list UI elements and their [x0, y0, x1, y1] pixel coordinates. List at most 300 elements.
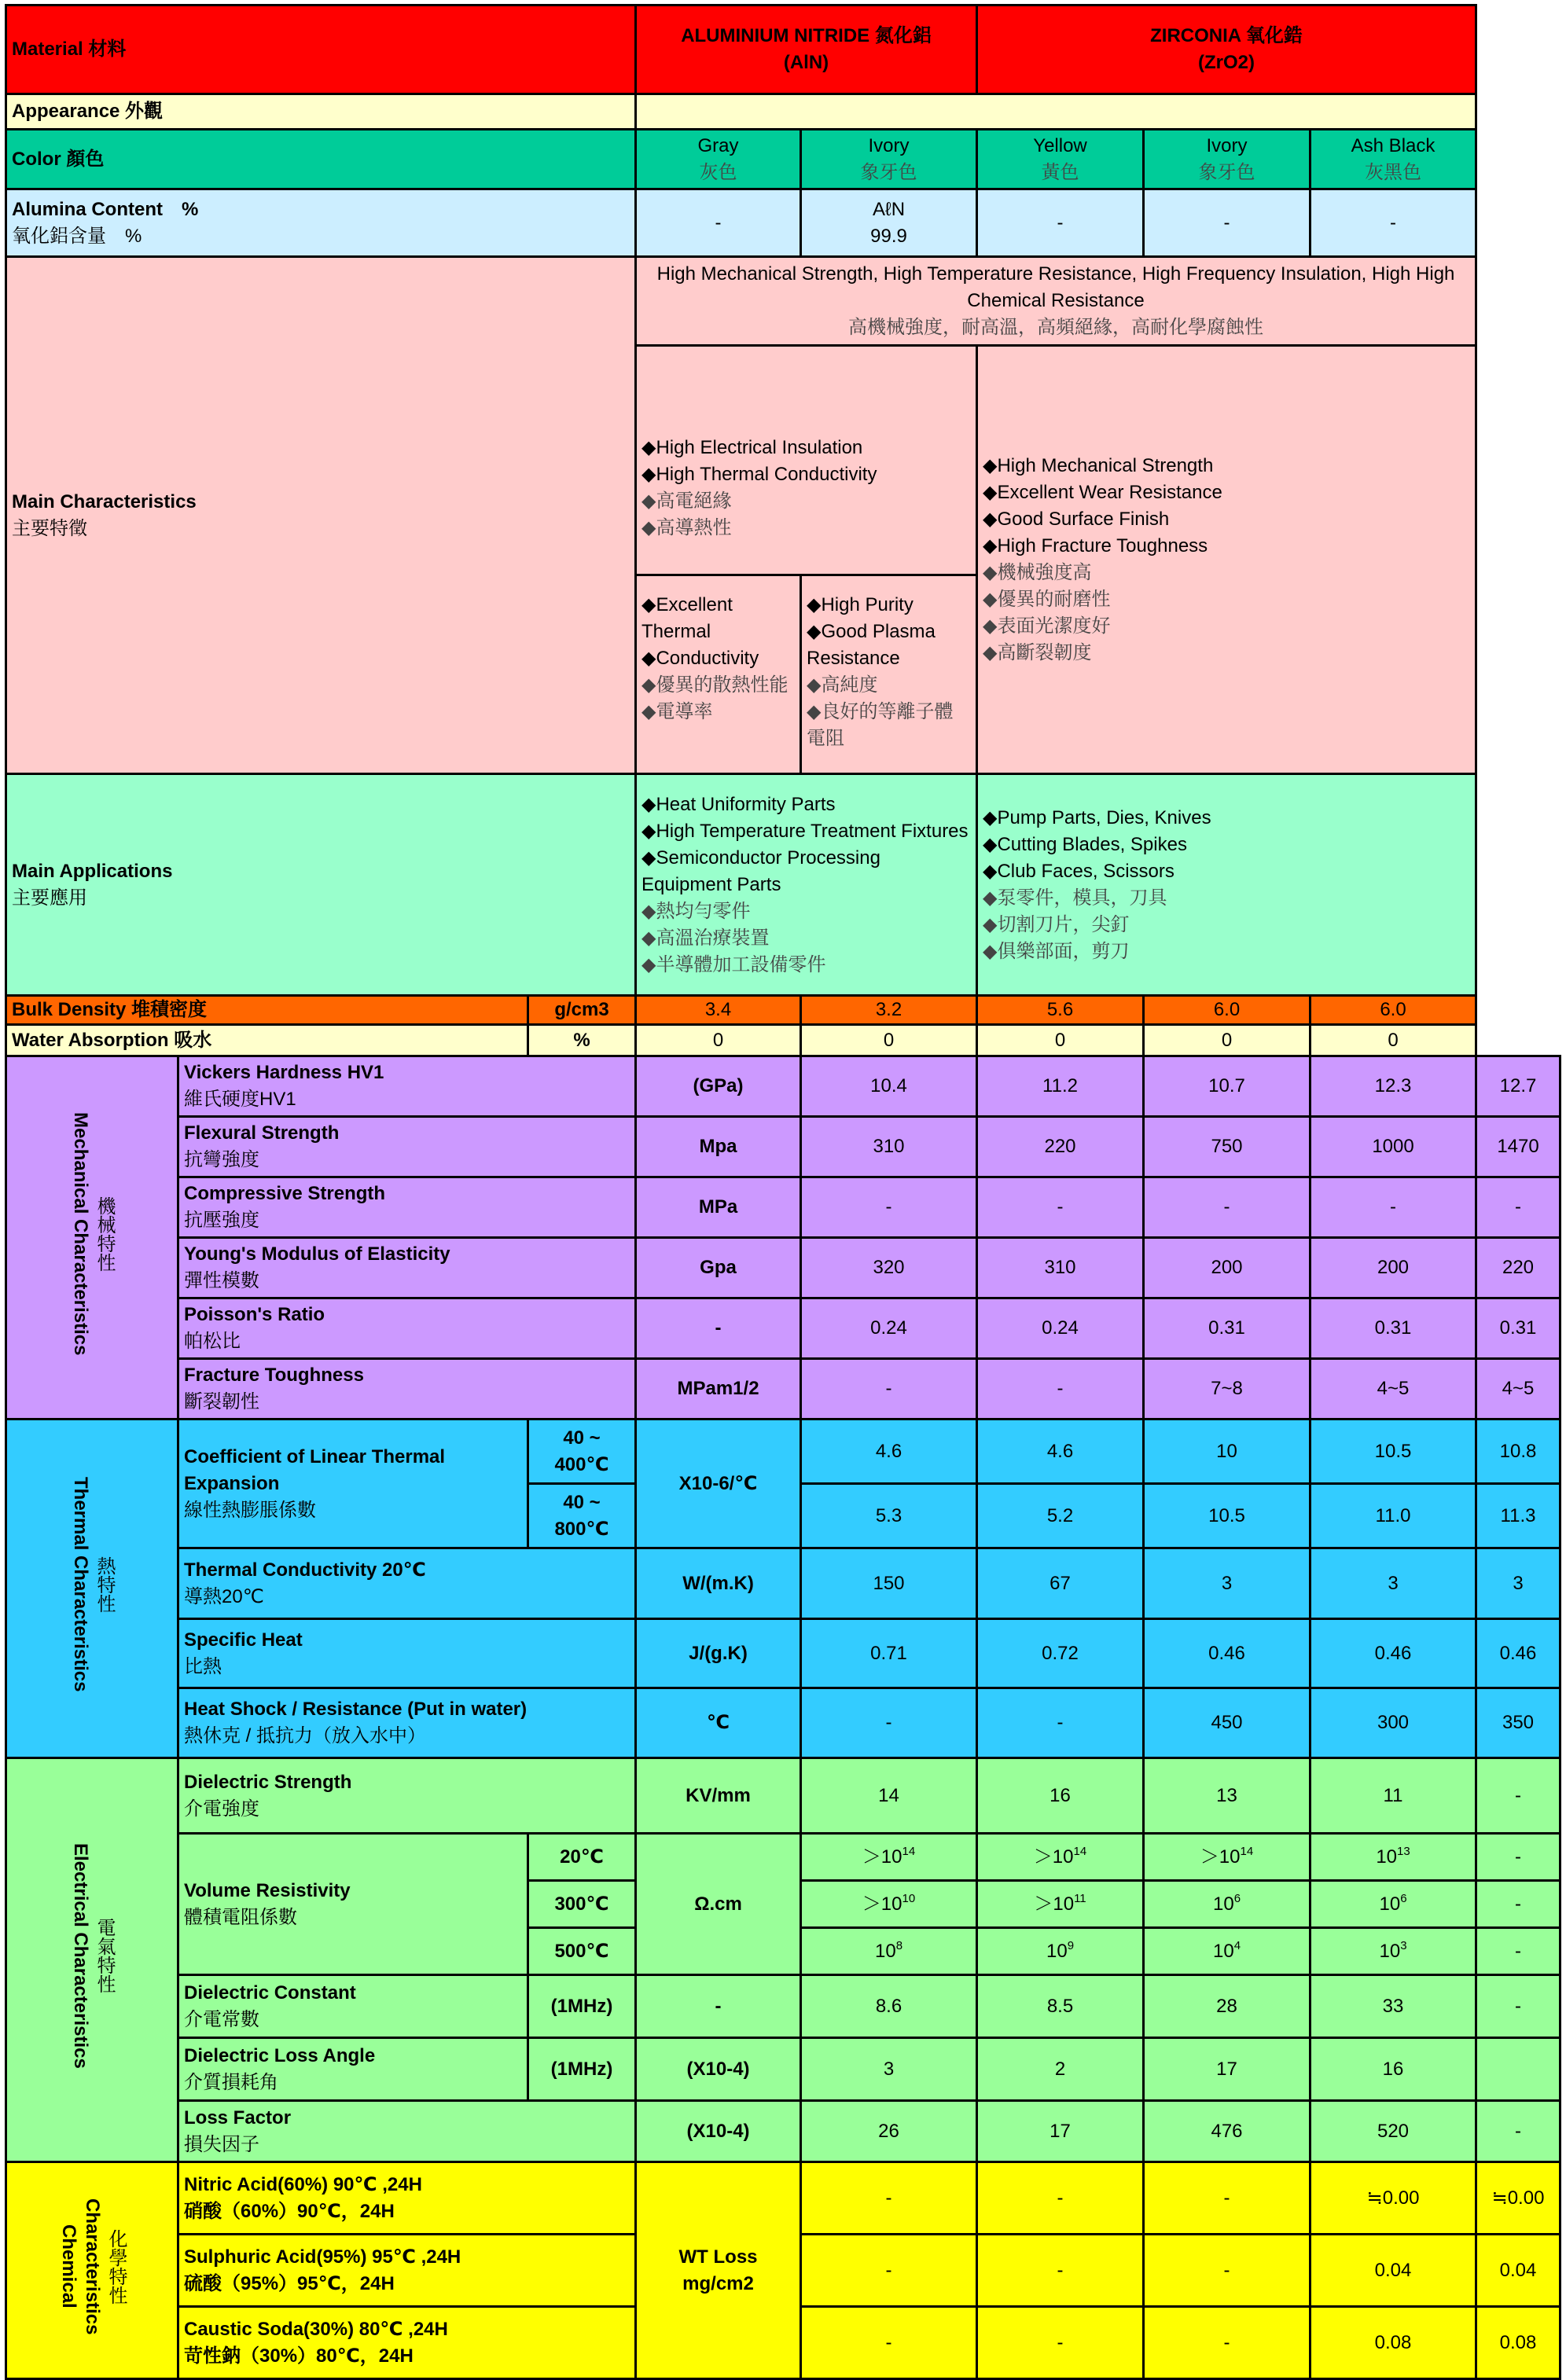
property-label-en: Specific Heat	[184, 1629, 303, 1651]
resistivity-mantissa: ＞10	[1034, 1893, 1075, 1915]
property-value: 8.6	[801, 1975, 977, 2038]
main-applications-row	[6, 774, 1560, 996]
aln-characteristics	[636, 346, 977, 575]
water-absorption-value: 0	[977, 1025, 1144, 1056]
resistivity-mantissa: 10	[1046, 1940, 1068, 1962]
application-item: ◆高溫治療裝置	[641, 927, 770, 949]
characteristic-item: ◆機械強度高	[983, 562, 1092, 583]
color-en: Yellow	[1033, 134, 1087, 156]
property-value: 0.46	[1311, 1619, 1476, 1688]
property-label-zh: 彈性模數	[184, 1270, 259, 1291]
property-value: -	[1311, 1177, 1476, 1238]
property-value: -	[801, 2162, 977, 2235]
property-value: 12.7	[1476, 1056, 1560, 1117]
resistivity-mantissa: ＞10	[862, 1846, 902, 1868]
property-unit: KV/mm	[636, 1758, 801, 1834]
electrical-group-label	[6, 1758, 178, 2162]
property-value: -	[801, 2307, 977, 2379]
alumina-label	[6, 189, 636, 257]
property-value: 10.8	[1476, 1420, 1560, 1484]
characteristic-item: ◆High Thermal Conductivity	[641, 463, 877, 485]
property-value: -	[977, 1177, 1144, 1238]
resistivity-exponent: 4	[1233, 1938, 1241, 1952]
mechanical-group-en: Mechanical Characteristics	[70, 1111, 91, 1356]
main-characteristics-summary-zh: 高機械強度，耐高溫，高頻絕緣，高耐化學腐蝕性	[848, 317, 1264, 338]
property-value: 0.46	[1144, 1619, 1311, 1688]
volume-resistivity-label	[178, 1834, 528, 1975]
resistivity-value	[1144, 1834, 1311, 1881]
property-value: 310	[801, 1117, 977, 1177]
alumina-label-zh: 氧化鋁含量 %	[12, 225, 142, 247]
alumina-value	[801, 189, 977, 257]
property-value: -	[1476, 1177, 1560, 1238]
resistivity-value	[1311, 1834, 1476, 1881]
color-zh: 灰黑色	[1365, 161, 1422, 183]
resistivity-value	[801, 1928, 977, 1975]
property-value: 750	[1144, 1117, 1311, 1177]
resistivity-mantissa: -	[1515, 1940, 1521, 1962]
electrical-row	[6, 1758, 1560, 1834]
application-item: ◆Pump Parts, Dies, Knives	[983, 806, 1211, 828]
color-zh: 象牙色	[860, 161, 917, 183]
property-value: ≒0.00	[1311, 2162, 1476, 2235]
property-value: 0.31	[1144, 1298, 1311, 1359]
resistivity-mantissa: -	[1515, 1846, 1521, 1868]
application-item: ◆Cutting Blades, Spikes	[983, 833, 1187, 855]
property-label-en: Fracture Toughness	[184, 1364, 364, 1386]
property-label-en: Loss Factor	[184, 2106, 292, 2128]
main-applications-label-en: Main Applications	[12, 860, 173, 882]
mechanical-row	[6, 1056, 1560, 1117]
property-value: 16	[977, 1758, 1144, 1834]
bulk-density-value: 6.0	[1144, 996, 1311, 1025]
property-label-zh: 維氏硬度HV1	[184, 1089, 296, 1110]
property-value: 28	[1144, 1975, 1311, 2038]
color-en: Ash Black	[1351, 134, 1436, 156]
property-unit: W/(m.K)	[636, 1548, 801, 1619]
property-label	[178, 1177, 636, 1238]
property-label	[178, 1117, 636, 1177]
color-zh: 灰色	[699, 161, 737, 183]
property-value: 5.2	[977, 1484, 1144, 1548]
property-label-en: Young's Modulus of Elasticity	[184, 1243, 450, 1265]
zro-header-name: ZIRCONIA 氧化鋯	[1150, 25, 1303, 46]
resistivity-exponent: 6	[1233, 1891, 1241, 1905]
property-value: 10.5	[1311, 1420, 1476, 1484]
characteristic-item: ◆優異的耐磨性	[983, 589, 1111, 610]
property-value: 0.72	[977, 1619, 1144, 1688]
aln-header-name: ALUMINIUM NITRIDE 氮化鋁	[681, 25, 932, 46]
property-value: -	[1144, 2235, 1311, 2307]
chemical-unit-line1: WT Loss	[678, 2246, 758, 2268]
property-label-en: Vickers Hardness HV1	[184, 1062, 384, 1083]
property-value: 520	[1311, 2101, 1476, 2162]
property-label	[178, 1688, 636, 1758]
aln-ivory-characteristics	[801, 575, 977, 774]
alumina-value: -	[1144, 189, 1311, 257]
property-value: 8.5	[977, 1975, 1144, 2038]
water-absorption-value: 0	[1144, 1025, 1311, 1056]
thermal-row	[6, 1688, 1560, 1758]
property-value: 4.6	[977, 1420, 1144, 1484]
property-label-en: Nitric Acid(60%) 90℃ ,24H	[184, 2173, 422, 2195]
application-item: ◆Heat Uniformity Parts	[641, 793, 836, 815]
mechanical-group-label	[6, 1056, 178, 1420]
property-label-zh: 斷裂韌性	[184, 1391, 259, 1412]
property-value: 14	[801, 1758, 977, 1834]
property-value: 13	[1144, 1758, 1311, 1834]
application-item: ◆半導體加工設備零件	[641, 953, 826, 975]
resistivity-temp: 500℃	[528, 1928, 636, 1975]
property-label-zh: 比熱	[184, 1655, 222, 1677]
property-value: 3	[1311, 1548, 1476, 1619]
header-row	[6, 6, 1560, 94]
property-value: -	[977, 1688, 1144, 1758]
property-value: 17	[977, 2101, 1144, 2162]
application-item: ◆泵零件，模具，刀具	[983, 887, 1167, 909]
property-label-zh: 抗彎強度	[184, 1149, 259, 1170]
property-label-zh: 損失因子	[184, 2133, 259, 2155]
color-zh: 象牙色	[1198, 161, 1255, 183]
property-label	[178, 2101, 636, 2162]
resistivity-exponent: 11	[1074, 1891, 1086, 1905]
color-zh: 黃色	[1041, 161, 1079, 183]
property-label	[178, 1056, 636, 1117]
property-value: -	[801, 2235, 977, 2307]
application-item: ◆Semiconductor Processing Equipment Parts	[641, 847, 880, 895]
resistivity-mantissa: -	[1515, 1893, 1521, 1915]
property-label-zh: 帕松比	[184, 1331, 241, 1352]
property-label	[178, 1238, 636, 1298]
property-unit: J/(g.K)	[636, 1619, 801, 1688]
mechanical-row	[6, 1238, 1560, 1298]
resistivity-exponent: 13	[1397, 1844, 1410, 1858]
mechanical-group-zh: 機械特性	[94, 1196, 115, 1272]
property-value: 1470	[1476, 1117, 1560, 1177]
property-value: 16	[1311, 2038, 1476, 2101]
property-unit: -	[636, 1975, 801, 2038]
application-item: ◆High Temperature Treatment Fixtures	[641, 820, 969, 842]
chemical-group-en1: Chemical	[58, 2224, 79, 2308]
property-label-zh: 介電強度	[184, 1798, 259, 1820]
property-label-en: Compressive Strength	[184, 1183, 386, 1204]
cte-unit: X10-6/℃	[636, 1420, 801, 1548]
bulk-density-label: Bulk Density 堆積密度	[6, 996, 528, 1025]
property-value	[1476, 2038, 1560, 2101]
resistivity-temp: 300℃	[528, 1881, 636, 1928]
property-value: 33	[1311, 1975, 1476, 2038]
property-unit: -	[636, 1298, 801, 1359]
chemical-group-en2: Characteristics	[82, 2198, 103, 2335]
characteristic-item: ◆表面光潔度好	[983, 615, 1111, 637]
resistivity-exponent: 6	[1400, 1891, 1407, 1905]
electrical-row	[6, 2101, 1560, 2162]
property-label-en: Dielectric Loss Angle	[184, 2044, 376, 2066]
zro-applications	[977, 774, 1476, 996]
material-properties-table	[5, 4, 1561, 2380]
bulk-density-value: 3.4	[636, 996, 801, 1025]
color-label: Color 顏色	[6, 130, 636, 189]
property-label-en: Flexural Strength	[184, 1122, 340, 1144]
chemical-unit	[636, 2162, 801, 2379]
property-value: 310	[977, 1238, 1144, 1298]
property-value: 2	[977, 2038, 1144, 2101]
property-label	[178, 1548, 636, 1619]
property-value: 476	[1144, 2101, 1311, 2162]
characteristic-item: ◆高電絕緣	[641, 490, 732, 512]
resistivity-value	[1311, 1928, 1476, 1975]
mechanical-row	[6, 1298, 1560, 1359]
property-value: 200	[1144, 1238, 1311, 1298]
alumina-label-en: Alumina Content %	[12, 198, 199, 220]
property-value: 0.46	[1476, 1619, 1560, 1688]
thermal-row	[6, 1420, 1560, 1484]
property-value: 17	[1144, 2038, 1311, 2101]
electrical-group-zh: 電氣特性	[94, 1918, 115, 1994]
property-value: -	[977, 2307, 1144, 2379]
property-label	[178, 2307, 636, 2379]
property-label-zh: 苛性鈉（30%）80℃，24H	[184, 2345, 414, 2367]
cte-label	[178, 1420, 528, 1548]
property-value: -	[1144, 2307, 1311, 2379]
property-label	[178, 1619, 636, 1688]
property-value: 220	[1476, 1238, 1560, 1298]
application-item: ◆俱樂部面，剪刀	[983, 940, 1130, 962]
color-cell	[1311, 130, 1476, 189]
color-cell	[1144, 130, 1311, 189]
volume-resistivity-label-zh: 體積電阻係數	[184, 1906, 297, 1928]
resistivity-mantissa: 10	[1212, 1893, 1234, 1915]
property-value: 4~5	[1476, 1359, 1560, 1420]
property-label-zh: 硫酸（95%）95℃，24H	[184, 2272, 395, 2294]
characteristic-item: ◆電導率	[641, 701, 713, 722]
appearance-value	[636, 94, 1476, 130]
resistivity-exponent: 8	[895, 1938, 903, 1952]
property-value: 3	[801, 2038, 977, 2101]
property-value: 450	[1144, 1688, 1311, 1758]
material-label: Material 材料	[6, 6, 636, 94]
thermal-row	[6, 1619, 1560, 1688]
main-applications-label-zh: 主要應用	[12, 887, 87, 909]
color-en: Ivory	[1206, 134, 1248, 156]
resistivity-mantissa: 10	[1212, 1940, 1234, 1962]
chemical-group-zh: 化學特性	[105, 2228, 127, 2305]
appearance-label: Appearance 外觀	[6, 94, 636, 130]
resistivity-mantissa: ＞10	[1200, 1846, 1241, 1868]
chemical-row	[6, 2162, 1560, 2235]
property-label	[178, 1758, 636, 1834]
property-label	[178, 1359, 636, 1420]
mechanical-row	[6, 1359, 1560, 1420]
cte-range: 40 ~ 800℃	[528, 1484, 636, 1548]
property-value: 0.04	[1476, 2235, 1560, 2307]
property-value: 10.5	[1144, 1484, 1311, 1548]
main-characteristics-label-en: Main Characteristics	[12, 490, 197, 512]
property-unit: (X10-4)	[636, 2101, 801, 2162]
water-absorption-unit: %	[528, 1025, 636, 1056]
bulk-density-value: 3.2	[801, 996, 977, 1025]
water-absorption-value: 0	[1311, 1025, 1476, 1056]
characteristic-item: ◆良好的等離子體電阻	[807, 701, 954, 749]
thermal-row	[6, 1548, 1560, 1619]
electrical-row	[6, 2038, 1560, 2101]
property-label-en: Heat Shock / Resistance (Put in water)	[184, 1699, 528, 1720]
property-value: -	[801, 1359, 977, 1420]
aln-header-formula: (AlN)	[783, 52, 829, 73]
property-unit: MPa	[636, 1177, 801, 1238]
color-cell	[801, 130, 977, 189]
resistivity-exponent: 14	[1073, 1844, 1087, 1858]
mechanical-row	[6, 1177, 1560, 1238]
property-value: -	[1144, 2162, 1311, 2235]
resistivity-value	[1476, 1928, 1560, 1975]
water-absorption-value: 0	[801, 1025, 977, 1056]
electrical-row	[6, 1834, 1560, 1881]
property-label-zh: 介電常數	[184, 2008, 259, 2030]
resistivity-temp: 20℃	[528, 1834, 636, 1881]
resistivity-value	[1311, 1881, 1476, 1928]
property-value: 26	[801, 2101, 977, 2162]
property-label	[178, 2235, 636, 2307]
resistivity-mantissa: 10	[1379, 1940, 1401, 1962]
characteristic-item: ◆Excellent Wear Resistance	[983, 482, 1222, 503]
property-unit: Gpa	[636, 1238, 801, 1298]
characteristic-item: ◆Good Surface Finish	[983, 509, 1170, 530]
characteristic-item: ◆高純度	[807, 674, 878, 696]
aln-header	[636, 6, 977, 94]
property-label-en: Sulphuric Acid(95%) 95℃ ,24H	[184, 2246, 461, 2268]
property-value: 11.0	[1311, 1484, 1476, 1548]
property-label-zh: 介質損耗角	[184, 2071, 278, 2093]
alumina-value-formula: AℓN	[872, 198, 906, 220]
main-characteristics-label	[6, 257, 636, 774]
aln-applications	[636, 774, 977, 996]
cte-range: 40 ~ 400℃	[528, 1420, 636, 1484]
characteristic-item: ◆高導熱性	[641, 516, 732, 538]
property-unit: Mpa	[636, 1117, 801, 1177]
resistivity-mantissa: 10	[874, 1940, 896, 1962]
property-value: 0.08	[1311, 2307, 1476, 2379]
property-value: -	[801, 1177, 977, 1238]
characteristic-item: ◆High Electrical Insulation	[641, 436, 863, 458]
property-value: -	[977, 2235, 1144, 2307]
property-value: 200	[1311, 1238, 1476, 1298]
property-label-en: Caustic Soda(30%) 80℃ ,24H	[184, 2318, 448, 2340]
water-absorption-value: 0	[636, 1025, 801, 1056]
color-en: Gray	[697, 134, 739, 156]
property-value: 4~5	[1311, 1359, 1476, 1420]
property-value: -	[1144, 1177, 1311, 1238]
property-label-en: Dielectric Constant	[184, 1981, 356, 2004]
property-value: 220	[977, 1117, 1144, 1177]
property-label-en: Thermal Conductivity 20℃	[184, 1559, 426, 1581]
characteristic-item: ◆優異的散熱性能	[641, 674, 789, 696]
electrical-row	[6, 1975, 1560, 2038]
property-value: 10.7	[1144, 1056, 1311, 1117]
property-value: 10.4	[801, 1056, 977, 1117]
property-label	[178, 1298, 636, 1359]
chemical-group-label	[6, 2162, 178, 2379]
property-label-zh: 導熱20℃	[184, 1585, 264, 1607]
bulk-density-row	[6, 996, 1560, 1025]
property-label	[178, 2038, 528, 2101]
mechanical-row	[6, 1117, 1560, 1177]
property-label-zh: 熱休克 / 抵抗力（放入水中）	[184, 1725, 427, 1746]
resistivity-exponent: 14	[1240, 1844, 1254, 1858]
aln-gray-characteristics	[636, 575, 801, 774]
property-value: 5.3	[801, 1484, 977, 1548]
property-label	[178, 1975, 528, 2038]
bulk-density-value: 5.6	[977, 996, 1144, 1025]
main-characteristics-row	[6, 257, 1560, 346]
property-value: 3	[1144, 1548, 1311, 1619]
water-absorption-row	[6, 1025, 1560, 1056]
property-value: -	[1476, 2101, 1560, 2162]
property-unit: MPam1/2	[636, 1359, 801, 1420]
characteristic-item: ◆High Purity	[807, 594, 914, 615]
water-absorption-label: Water Absorption 吸水	[6, 1025, 528, 1056]
property-value: 1000	[1311, 1117, 1476, 1177]
property-value: 320	[801, 1238, 977, 1298]
characteristic-item: ◆High Fracture Toughness	[983, 535, 1208, 556]
bulk-density-value: 6.0	[1311, 996, 1476, 1025]
main-characteristics-summary-en: High Mechanical Strength, High Temperature Resistance, High Frequency Insulation, High High Chemical Resistance	[656, 263, 1455, 311]
characteristic-item: ◆Excellent Thermal	[641, 594, 733, 642]
property-unit: ℃	[636, 1688, 801, 1758]
characteristic-item: ◆Good Plasma Resistance	[807, 621, 936, 669]
resistivity-mantissa: ＞10	[862, 1893, 902, 1915]
property-value: -	[1476, 1975, 1560, 2038]
property-value: 7~8	[1144, 1359, 1311, 1420]
alumina-value-purity: 99.9	[870, 225, 907, 247]
alumina-value: -	[636, 189, 801, 257]
resistivity-value	[801, 1834, 977, 1881]
application-item: ◆切割刀片，尖釘	[983, 913, 1130, 935]
bulk-density-unit: g/cm3	[528, 996, 636, 1025]
thermal-group-label	[6, 1420, 178, 1758]
resistivity-exponent: 9	[1067, 1938, 1075, 1952]
volume-resistivity-label-en: Volume Resistivity	[184, 1879, 351, 1901]
zro-characteristics	[977, 346, 1476, 774]
color-en: Ivory	[868, 134, 910, 156]
alumina-value: -	[977, 189, 1144, 257]
property-unit: (GPa)	[636, 1056, 801, 1117]
property-label-zh: 硝酸（60%）90℃，24H	[184, 2200, 395, 2222]
property-label-en: Poisson's Ratio	[184, 1304, 325, 1325]
resistivity-value	[1144, 1881, 1311, 1928]
color-cell	[977, 130, 1144, 189]
zro-header-formula: (ZrO2)	[1198, 52, 1255, 73]
alumina-value: -	[1311, 189, 1476, 257]
property-condition: (1MHz)	[528, 2038, 636, 2101]
property-value: 150	[801, 1548, 977, 1619]
property-value: 11.2	[977, 1056, 1144, 1117]
thermal-group-en: Thermal Characteristics	[70, 1477, 91, 1692]
resistivity-value	[1476, 1834, 1560, 1881]
property-value: 0.08	[1476, 2307, 1560, 2379]
application-item: ◆Club Faces, Scissors	[983, 860, 1174, 882]
resistivity-mantissa: ＞10	[1033, 1846, 1074, 1868]
resistivity-value	[977, 1928, 1144, 1975]
property-label	[178, 2162, 636, 2235]
thermal-group-zh: 熱特性	[94, 1556, 115, 1613]
main-characteristics-summary	[636, 257, 1476, 346]
characteristic-item: ◆Conductivity	[641, 648, 759, 669]
electrical-group-en: Electrical Characteristics	[70, 1843, 91, 2069]
application-item: ◆熱均勻零件	[641, 900, 751, 922]
resistivity-value	[801, 1881, 977, 1928]
resistivity-mantissa: 10	[1376, 1846, 1398, 1868]
